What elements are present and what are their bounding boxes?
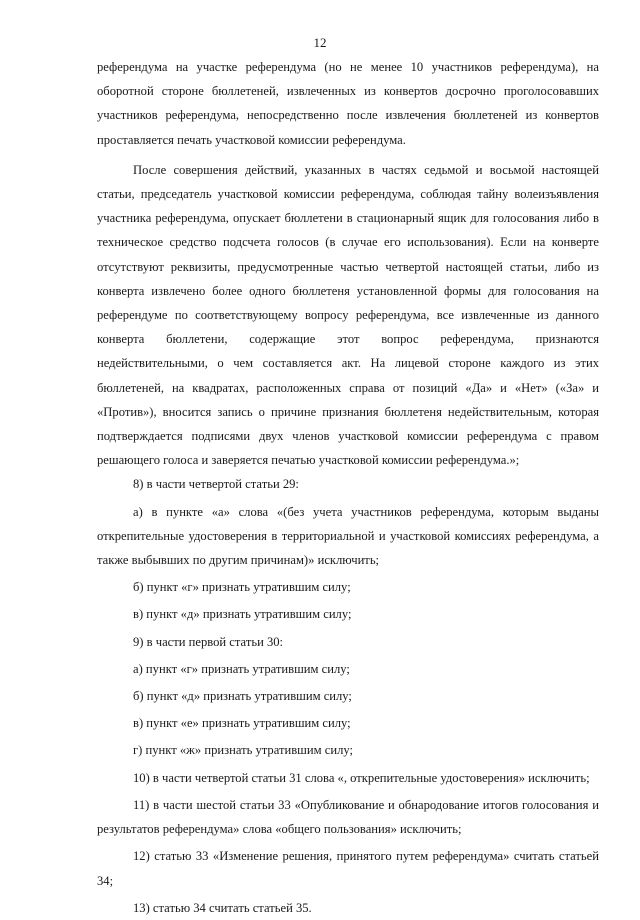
amendment-item: 9) в части первой статьи 30: [133,634,284,649]
amendment-item: 11) в части шестой статьи 33 «Опубликование и обнародование итогов голосования и результатов референдума» слова «общего пользования» исключить; [97,797,599,837]
amendment-item: г) пункт «ж» признать утратившим силу; [133,743,353,758]
amendment-item: 13) статью 34 считать статьей 35. [133,900,312,915]
paragraph: После совершения действий, указанных в частях седьмой и восьмой настоящей статьи, председатель участковой комиссии референдума, соблюдая тайну волеизъявления участника референдума, опускает бюллетени в стационарный ящик для голосования либо в техническое средство подсчета голосов (в случае его использования). Если на конверте отсутствуют реквизиты, предусмотренные частью четвертой настоящей статьи, либо из конверта извлечено более одного бюллетеня установленной формы для голосования на референдуме по соответствующему вопросу референдума, все извлеченные из данного конверта бюллетени, содержащие этот вопрос референдума, признаются недействительными, о чем составляется акт. На лицевой стороне каждого из этих бюллетеней, на квадратах, расположенных справа от позиций «Да» и «Нет» («За» и «Против»), вносится запись о причине признания бюллетеня недействительным, которая подтверждается подписями двух членов участковой комиссии референдума с правом решающего голоса и заверяется печатью участковой комиссии референдума.»; [97,162,599,468]
amendment-item: б) пункт «г» признать утратившим силу; [133,580,351,595]
amendment-item: а) в пункте «а» слова «(без учета участников референдума, которым выданы открепительные удостоверения в территориальной и участковой комиссиях референдума, а также выбывших по другим причинам)» исключить; [97,504,599,568]
amendment-item: а) пункт «г» признать утратившим силу; [133,661,350,676]
amendment-item: 10) в части четвертой статьи 31 слова «, открепительные удостоверения» исключить; [133,770,590,785]
amendment-item: в) пункт «е» признать утратившим силу; [133,716,351,731]
paragraph-continuation: референдума на участке референдума (но не менее 10 участников референдума), на оборотной стороне бюллетеней, извлеченных из конвертов досрочно проголосовавших участников референдума, непосредственно после извлечения бюллетеней из конвертов проставляется печать участковой комиссии референдума. [97,60,599,147]
amendment-item: 12) статью 33 «Изменение решения, принятого путем референдума» считать статьей 34; [97,849,599,888]
document-body [97,55,599,920]
amendment-item: б) пункт «д» признать утратившим силу; [133,689,352,704]
amendment-item: в) пункт «д» признать утратившим силу; [133,607,352,622]
amendment-item: 8) в части четвертой статьи 29: [133,477,299,492]
page-number: 12 [313,35,327,50]
